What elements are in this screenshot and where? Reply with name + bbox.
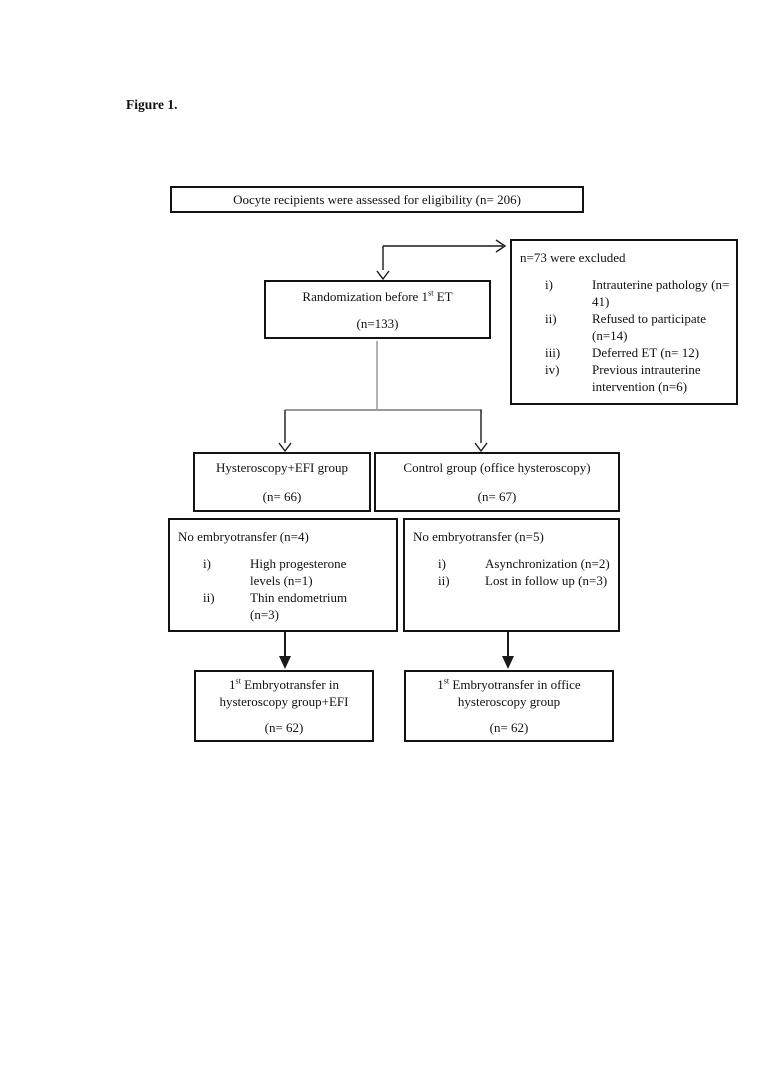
group-right-n: (n= 67) xyxy=(477,489,517,504)
noet-left-title: No embryotransfer (n=4) xyxy=(178,529,309,544)
arrowhead-group-left-icon xyxy=(279,443,291,451)
ordinal-superscript: st xyxy=(235,676,241,686)
item-numeral: iii) xyxy=(545,345,561,360)
item-numeral: i) xyxy=(545,277,553,292)
randomization-text-post: ET xyxy=(433,288,453,304)
control-group-box xyxy=(374,452,620,512)
arrowhead-group-right-icon xyxy=(475,443,487,451)
excluded-list xyxy=(520,276,730,395)
item-text: Previous intrauterine intervention (n=6) xyxy=(592,362,701,394)
noet-right-list xyxy=(413,555,612,589)
group-right-label: Control group (office hysteroscopy) xyxy=(403,460,591,475)
randomization-box xyxy=(264,280,491,339)
arrowhead-excluded-icon xyxy=(496,240,505,252)
item-numeral: ii) xyxy=(438,573,450,588)
item-numeral: iv) xyxy=(545,362,560,377)
item-text: Lost in follow up (n=3) xyxy=(485,573,608,588)
ordinal-superscript: st xyxy=(443,676,450,686)
list-item xyxy=(545,344,730,361)
final-left-n: (n= 62) xyxy=(264,720,304,735)
group-left-label: Hysteroscopy+EFI group xyxy=(216,460,348,475)
first-embryotransfer-right-box xyxy=(404,670,614,742)
hysteroscopy-efi-group-box xyxy=(193,452,371,512)
item-text: Intrauterine pathology (n= 41) xyxy=(592,277,730,309)
no-embryotransfer-right-box xyxy=(403,518,620,632)
eligibility-text: Oocyte recipients were assessed for eligibility (n= 206) xyxy=(233,192,521,207)
item-numeral: ii) xyxy=(203,590,215,605)
list-item xyxy=(438,555,612,572)
excluded-title: n=73 were excluded xyxy=(520,250,626,265)
list-item xyxy=(545,361,730,395)
eligibility-box xyxy=(170,186,584,213)
arrowhead-randomization-icon xyxy=(377,271,389,279)
item-text: Refused to participate (n=14) xyxy=(592,311,707,343)
final-right-n: (n= 62) xyxy=(489,720,529,735)
figure-label: Figure 1. xyxy=(126,97,178,112)
item-text: Deferred ET (n= 12) xyxy=(592,345,700,360)
final-right-text: 1 xyxy=(437,677,444,692)
item-numeral: ii) xyxy=(545,311,557,326)
item-text: High progesterone levels (n=1) xyxy=(250,556,347,588)
randomization-n: (n=133) xyxy=(356,315,399,331)
list-item xyxy=(545,276,730,310)
list-item xyxy=(438,572,612,589)
item-text: Thin endometrium (n=3) xyxy=(250,590,348,622)
item-numeral: i) xyxy=(203,556,211,571)
ordinal-superscript: st xyxy=(428,288,434,298)
final-right-text-post: Embryotransfer in office hysteroscopy group xyxy=(449,677,581,709)
final-left-text-post: Embryotransfer in hysteroscopy group+EFI xyxy=(219,677,349,709)
arrowhead-final-left-icon xyxy=(279,656,291,669)
first-embryotransfer-left-box xyxy=(194,670,374,742)
list-item xyxy=(545,310,730,344)
list-item xyxy=(203,555,390,589)
item-numeral: i) xyxy=(438,556,446,571)
item-text: Asynchronization (n=2) xyxy=(485,556,610,571)
final-right-label xyxy=(413,676,605,710)
arrowhead-final-right-icon xyxy=(502,656,514,669)
noet-left-list xyxy=(178,555,390,623)
excluded-box xyxy=(510,239,738,405)
randomization-text: Randomization before 1 xyxy=(302,288,429,304)
final-left-label xyxy=(203,676,365,710)
group-left-n: (n= 66) xyxy=(262,489,302,504)
no-embryotransfer-left-box xyxy=(168,518,398,632)
randomization-line1 xyxy=(302,288,452,305)
final-left-text: 1 xyxy=(228,677,236,692)
list-item xyxy=(203,589,390,623)
noet-right-title: No embryotransfer (n=5) xyxy=(413,529,544,544)
